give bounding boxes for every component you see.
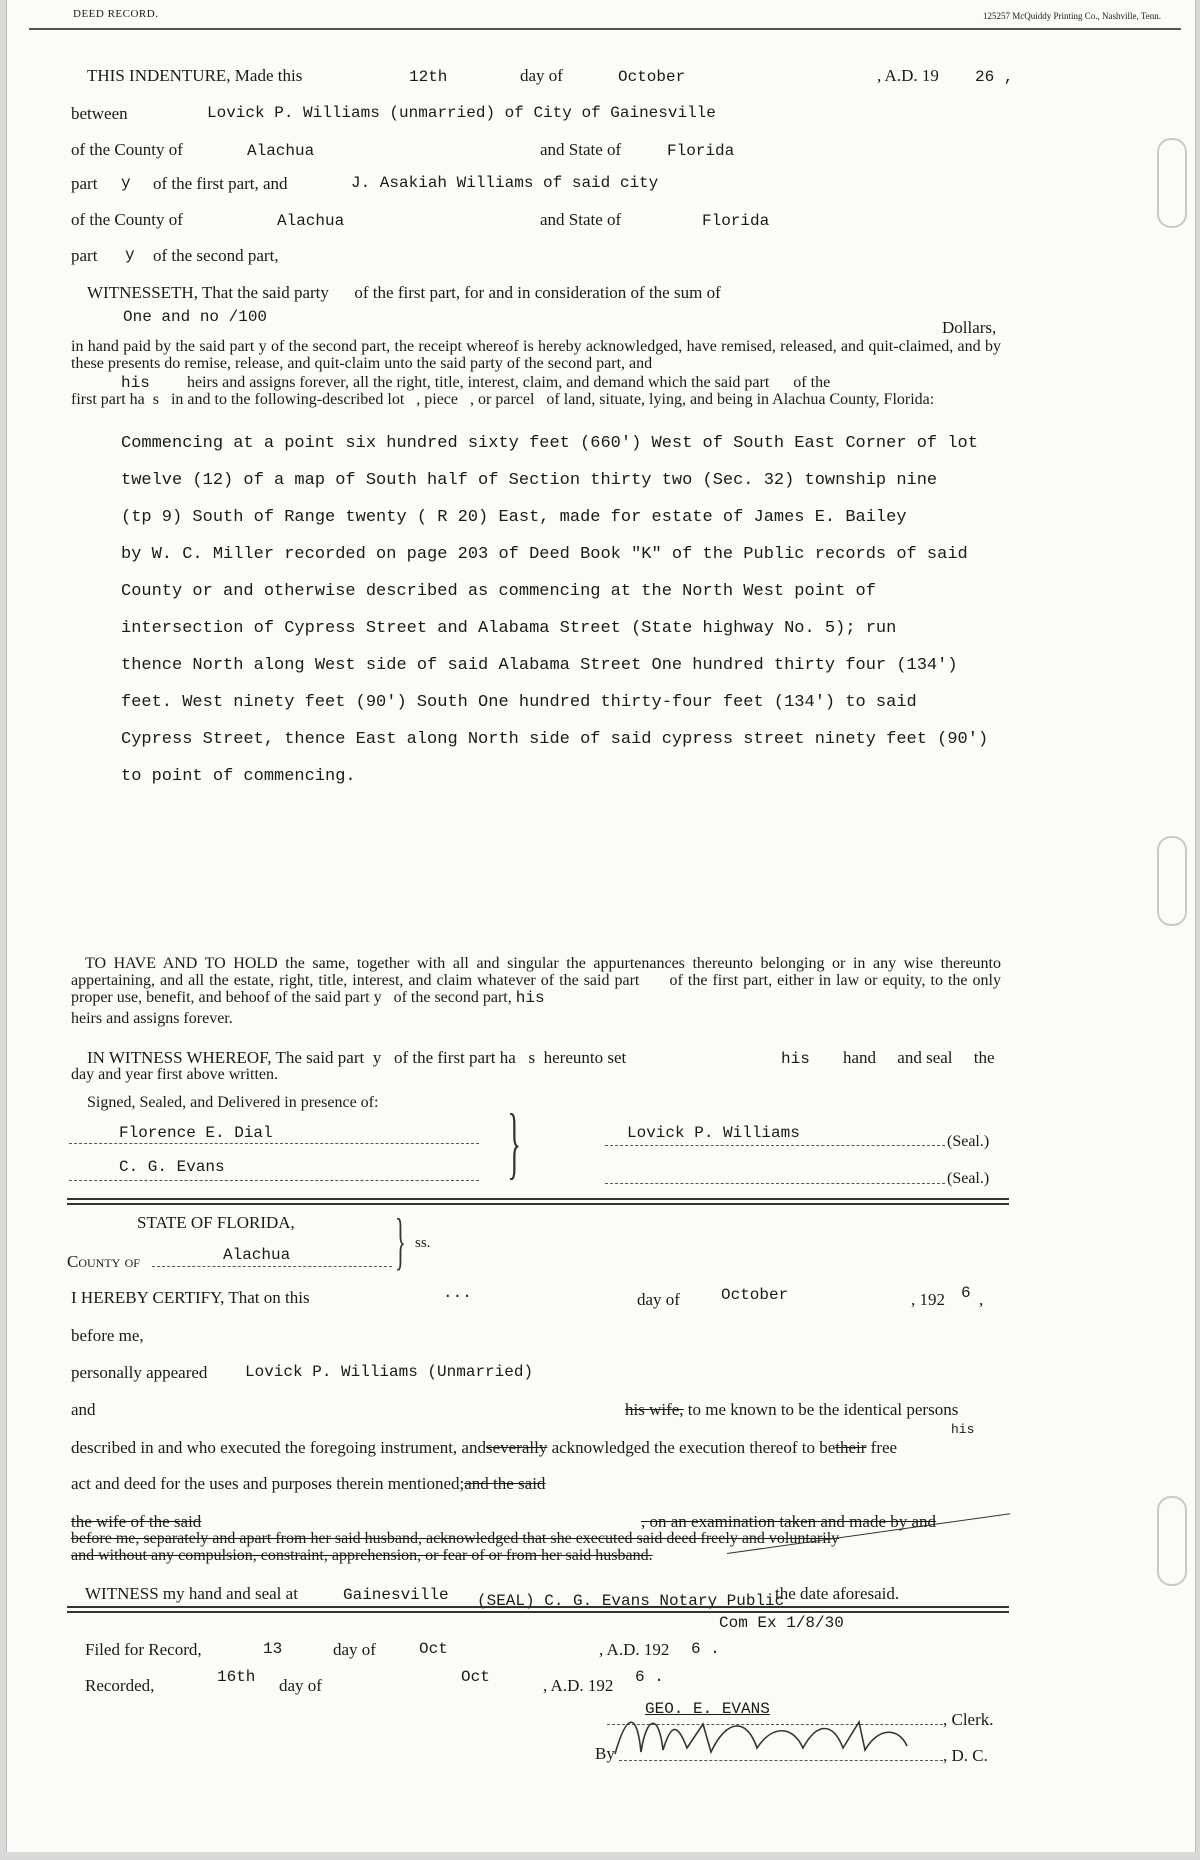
state-label-1: and State of bbox=[540, 140, 622, 159]
by-label: By bbox=[595, 1744, 615, 1763]
deputy-signature-scrawl bbox=[607, 1704, 947, 1768]
cert-his-wife: his wife, bbox=[625, 1400, 684, 1419]
cert-and: and bbox=[71, 1400, 96, 1419]
part-label-1: part bbox=[71, 174, 98, 193]
description-line: County or and otherwise described as commencing at the North West point of bbox=[121, 582, 876, 601]
grantor-signature: Lovick P. Williams bbox=[627, 1124, 800, 1142]
cert-his-above: his bbox=[951, 1422, 975, 1437]
seal-2-line bbox=[605, 1183, 945, 1184]
second-county: Alachua bbox=[277, 212, 345, 230]
second-part: of the second part, bbox=[153, 246, 279, 265]
county-label-2: of the County of bbox=[71, 210, 183, 229]
dc-label: , D. C. bbox=[943, 1746, 988, 1765]
grantor-line bbox=[605, 1145, 945, 1146]
recorded-day: 16th bbox=[217, 1668, 256, 1686]
cert-described-a: described in and who executed the foregoing instrument, and bbox=[71, 1438, 486, 1457]
cert-place: Gainesville bbox=[343, 1586, 449, 1604]
testimonium-line-2: day and year first above written. bbox=[71, 1066, 279, 1083]
legal-description bbox=[121, 434, 1021, 804]
deed-page bbox=[6, 0, 1196, 1852]
description-line: Cypress Street, thence East along North side of said cypress street ninety feet (90') bbox=[121, 730, 989, 749]
description-line: (tp 9) South of Range twenty ( R 20) East, made for estate of James E. Bailey bbox=[121, 508, 907, 527]
binder-hole-bottom bbox=[1157, 1496, 1187, 1586]
first-part-and: of the first part, and bbox=[153, 174, 288, 193]
description-line: twelve (12) of a map of South half of Section thirty two (Sec. 32) township nine bbox=[121, 471, 938, 490]
header-bar bbox=[29, 6, 1181, 30]
part-y-2: y bbox=[125, 246, 135, 264]
dollars-label: Dollars, bbox=[942, 318, 997, 337]
cert-month: October bbox=[721, 1286, 789, 1304]
cert-county-line bbox=[152, 1266, 392, 1267]
description-line: thence North along West side of said Alabama Street One hundred thirty four (134') bbox=[121, 656, 958, 675]
cert-act: act and deed for the uses and purposes therein mentioned; bbox=[71, 1474, 465, 1493]
recorded-ad: , A.D. 192 bbox=[543, 1676, 614, 1695]
recorded-label: Recorded, bbox=[85, 1676, 155, 1695]
description-line: Commencing at a point six hundred sixty feet (660') West of South East Corner of lot bbox=[121, 434, 978, 453]
clerk-name: GEO. E. EVANS bbox=[645, 1700, 770, 1718]
indenture-ad: , A.D. 19 bbox=[877, 66, 939, 85]
header-title: DEED RECORD. bbox=[73, 8, 159, 20]
cert-year: 6 bbox=[961, 1284, 971, 1302]
cert-known-line bbox=[625, 1400, 958, 1420]
printer-imprint: 125257 McQuiddy Printing Co., Nashville, Tenn. bbox=[983, 11, 1161, 21]
filed-day-of: day of bbox=[333, 1640, 376, 1659]
cert-and-the-said: and the said bbox=[464, 1474, 546, 1493]
heirs-line: heirs and assigns forever, all the right, title, interest, claim, and demand which the said part of the bbox=[187, 374, 831, 391]
indenture-month: October bbox=[618, 68, 686, 86]
witness-1-line bbox=[69, 1143, 479, 1144]
part-y-1: y bbox=[121, 174, 131, 192]
filed-ad: , A.D. 192 bbox=[599, 1640, 670, 1659]
cert-county: Alachua bbox=[223, 1246, 291, 1264]
part-label-2: part bbox=[71, 246, 98, 265]
cert-described-b: acknowledged the execution thereof to be bbox=[547, 1438, 836, 1457]
first-part-paragraph: first part ha s in and to the following-described lot , piece , or parcel of land, situate, lying, and being in Alachua County, Florida: bbox=[71, 391, 935, 408]
recorded-year: 6 . bbox=[635, 1668, 664, 1686]
cert-date-aforesaid: the date aforesaid. bbox=[775, 1584, 900, 1603]
witness-brace: } bbox=[507, 1099, 521, 1187]
second-state: Florida bbox=[702, 212, 770, 230]
section-divider bbox=[67, 1198, 1009, 1205]
filed-year: 6 . bbox=[691, 1640, 720, 1658]
recorded-day-of: day of bbox=[279, 1676, 322, 1695]
witness-2-line bbox=[69, 1180, 479, 1181]
cert-seal-notary: (SEAL) C. G. Evans Notary Public bbox=[477, 1592, 785, 1610]
cert-personally: personally appeared bbox=[71, 1363, 208, 1382]
cert-divider bbox=[67, 1606, 1009, 1613]
cert-act-line bbox=[71, 1474, 545, 1494]
cert-brace: } bbox=[394, 1205, 406, 1276]
indenture-year: 26 , bbox=[975, 68, 1014, 86]
filed-label: Filed for Record, bbox=[85, 1640, 202, 1659]
seal-1: (Seal.) bbox=[947, 1133, 990, 1150]
first-party: Lovick P. Williams (unmarried) of City of Gainesville bbox=[207, 104, 716, 122]
filed-day: 13 bbox=[263, 1640, 283, 1658]
witnesseth-paragraph: in hand paid by the said part y of the second part, the receipt whereof is hereby acknowledged, have remised, released, and quit-claimed, and by these presents do remise, release, and quit-claim unto the said party of the second part, and bbox=[71, 338, 1001, 372]
cert-witness-label: WITNESS my hand and seal at bbox=[85, 1584, 298, 1603]
description-line: by W. C. Miller recorded on page 203 of Deed Book "K" of the Public records of said bbox=[121, 545, 968, 564]
cert-state: STATE OF FLORIDA, bbox=[137, 1213, 295, 1232]
cert-severally: severally bbox=[485, 1438, 548, 1457]
cert-day: ... bbox=[443, 1284, 472, 1302]
witness-2: C. G. Evans bbox=[119, 1158, 225, 1176]
cert-ss: ss. bbox=[415, 1235, 431, 1251]
signed-label: Signed, Sealed, and Delivered in presence of: bbox=[87, 1094, 379, 1111]
habendum-end: heirs and assigns forever. bbox=[71, 1010, 233, 1027]
cert-appeared: Lovick P. Williams (Unmarried) bbox=[245, 1363, 534, 1381]
cert-exam: , on an examination taken and made by and bbox=[641, 1512, 937, 1531]
habendum-text: TO HAVE AND TO HOLD the same, together with all and singular the appurtenances thereunto belonging or in any wise thereunto appertaining, and all the estate, right, title, interest, and claim whatever of the said part of the first part, either in law or equity, to the only proper use, benefit, and behoof of the said part y of the second part, bbox=[71, 955, 1005, 1006]
cert-day-of: day of bbox=[637, 1290, 680, 1309]
binder-hole-middle bbox=[1157, 836, 1187, 926]
testimonium-his: his bbox=[781, 1050, 810, 1068]
habendum-his: his bbox=[515, 989, 545, 1007]
description-line: intersection of Cypress Street and Alabama Street (State highway No. 5); run bbox=[121, 619, 897, 638]
indenture-day-of: day of bbox=[520, 66, 563, 85]
cert-com-ex: Com Ex 1/8/30 bbox=[719, 1614, 844, 1632]
between-label: between bbox=[71, 104, 128, 123]
cert-certify: I HEREBY CERTIFY, That on this bbox=[71, 1288, 310, 1307]
witness-1: Florence E. Dial bbox=[119, 1124, 273, 1142]
seal-2: (Seal.) bbox=[947, 1170, 990, 1187]
consideration-sum: One and no /100 bbox=[123, 308, 268, 326]
habendum-paragraph bbox=[71, 955, 1005, 1007]
cert-county-label: County of bbox=[67, 1252, 140, 1271]
county-label-1: of the County of bbox=[71, 140, 183, 159]
testimonium-hand: hand and seal the bbox=[843, 1048, 995, 1067]
filed-month: Oct bbox=[419, 1640, 448, 1658]
description-line: to point of commencing. bbox=[121, 767, 356, 786]
binder-hole-top bbox=[1157, 138, 1187, 228]
cert-year-suffix: , bbox=[979, 1290, 984, 1309]
cert-year-prefix: , 192 bbox=[911, 1290, 945, 1309]
his-typed: his bbox=[121, 374, 150, 392]
cert-compulsion: and without any compulsion, constraint, apprehension, or fear of or from her said husband. bbox=[71, 1547, 653, 1564]
cert-their: their bbox=[835, 1438, 867, 1457]
first-county: Alachua bbox=[247, 142, 315, 160]
cert-before-line: before me, separately and apart from her said husband, acknowledged that she executed said deed freely and voluntarily bbox=[71, 1530, 840, 1547]
state-label-2: and State of bbox=[540, 210, 622, 229]
cert-wife-line: the wife of the said bbox=[71, 1512, 202, 1531]
indenture-day: 12th bbox=[409, 68, 448, 86]
first-state: Florida bbox=[667, 142, 735, 160]
recorded-month: Oct bbox=[461, 1668, 490, 1686]
cert-known: to me known to be the identical persons bbox=[683, 1400, 959, 1419]
indenture-lead: THIS INDENTURE, Made this bbox=[87, 66, 303, 85]
testimonium-line: IN WITNESS WHEREOF, The said part y of the first part ha s hereunto set bbox=[87, 1048, 627, 1067]
clerk-label: , Clerk. bbox=[943, 1710, 994, 1729]
cert-described-line bbox=[71, 1438, 897, 1458]
description-line: feet. West ninety feet (90') South One hundred thirty-four feet (134') to said bbox=[121, 693, 917, 712]
cert-before-me: before me, bbox=[71, 1326, 144, 1345]
cert-free: free bbox=[866, 1438, 898, 1457]
witnesseth-line: WITNESSETH, That the said party of the first part, for and in consideration of the sum of bbox=[87, 283, 721, 302]
second-party: J. Asakiah Williams of said city bbox=[351, 174, 659, 192]
